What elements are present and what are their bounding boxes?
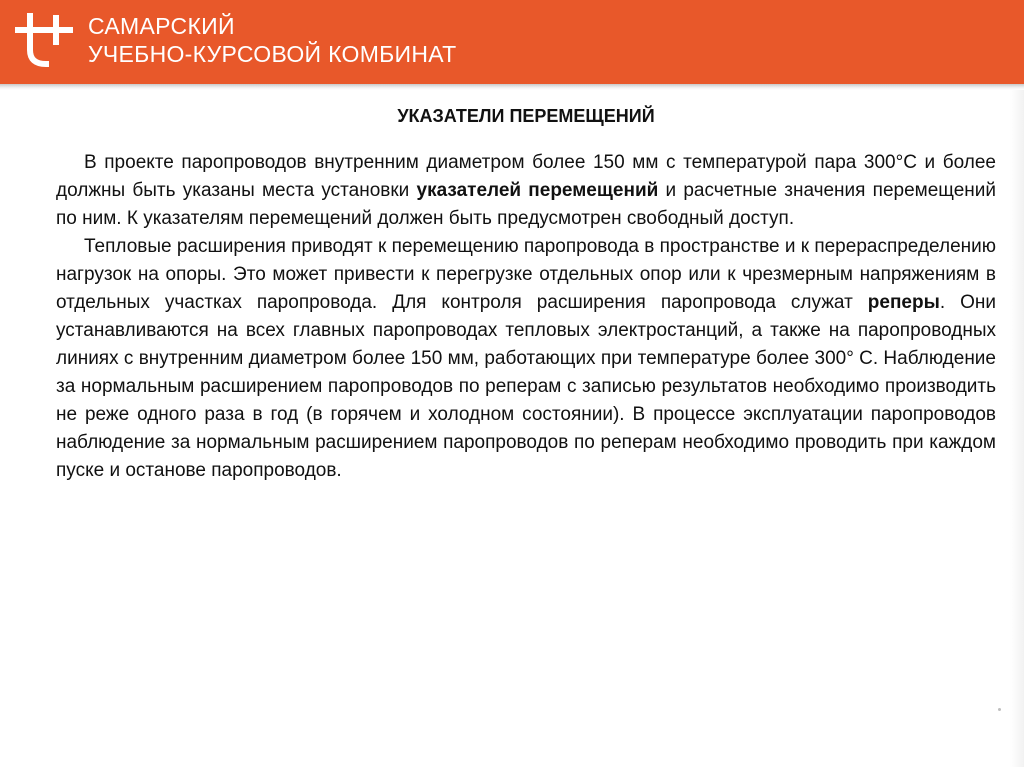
page-edge-shadow bbox=[1010, 90, 1024, 767]
paragraph-2-text-a: Тепловые расширения приводят к перемещению паропровода в пространстве и к перераспределению нагрузок на опоры. Это может привести к перегрузке отдельных опор или к чрезмерным напряжениям в отдельных участках паропровода. Для контроля расширения паропровода служат bbox=[56, 236, 996, 313]
paragraph-2-text-b: . Они устанавливаются на всех главных паропроводах тепловых электростанций, а также на паропроводных линиях с внутренним диаметром более 150 мм, работающих при температуре более 300° С. Наблюдение за нормальным расширением паропроводов по реперам с записью результатов необходимо производить не реже одного раза в год (в горячем и холодном состоянии). В процессе эксплуатации паропроводов наблюдение за нормальным расширением паропроводов по реперам необходимо проводить при каждом пуске и останове паропроводов. bbox=[56, 292, 996, 481]
paragraph-1-bold-term: указателей перемещений bbox=[416, 180, 659, 201]
paragraph-1-text-a: В проекте паропроводов внутренним диаметром более 150 мм с температурой пара 300°С и более должны быть указаны места установки bbox=[56, 152, 996, 201]
paragraph-2-bold-term: реперы bbox=[867, 292, 940, 313]
document-body bbox=[56, 90, 996, 485]
paragraph-2 bbox=[56, 233, 996, 485]
t-plus-logo-icon bbox=[14, 10, 76, 72]
header-bar bbox=[0, 0, 1024, 84]
decorative-dot bbox=[998, 708, 1001, 711]
paragraph-1-text-b: и расчетные значения перемещений по ним. К указателям перемещений должен быть предусмотрен свободный доступ. bbox=[56, 180, 996, 229]
page-title: УКАЗАТЕЛИ ПЕРЕМЕЩЕНИЙ bbox=[397, 106, 655, 126]
brand-line-2: УЧЕБНО-КУРСОВОЙ КОМБИНАТ bbox=[88, 41, 457, 67]
paragraph-1 bbox=[56, 149, 996, 233]
brand-name bbox=[88, 12, 456, 68]
brand-line-1: САМАРСКИЙ bbox=[88, 13, 235, 39]
